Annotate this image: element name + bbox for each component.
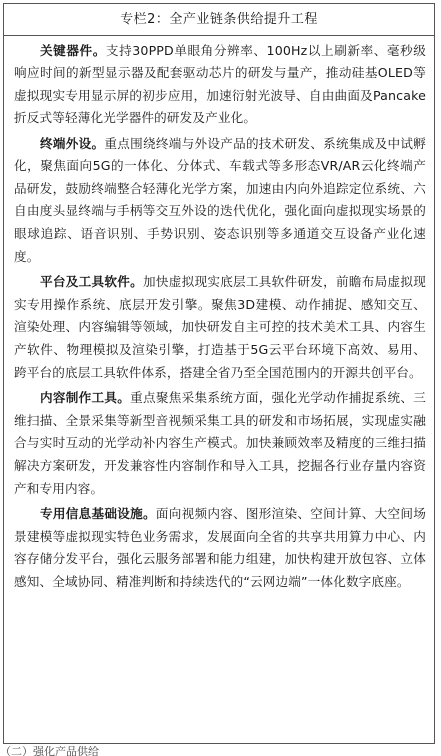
paragraph-lead: 关键器件。 [40, 43, 106, 58]
paragraph-infrastructure [14, 503, 426, 593]
paragraph-text: 支持30PPD单眼角分辨率、100Hz以上刷新率、毫秒级响应时间的新型显示器及配套驱动芯片的研发与量产，推动硅基OLED等虚拟现实专用显示屏的初步应用，加速衍射光波导、自由曲面及Pancake折反式等轻薄化光学器件的研发及产业化。 [14, 43, 427, 126]
paragraph-lead: 内容制作工具。 [40, 390, 131, 406]
paragraph-text: 重点围绕终端与外设产品的技术研发、系统集成及中试孵化，聚焦面向5G的一体化、分体式、车载式等多形态VR/AR云化终端产品研发，鼓励终端整合轻薄化光学方案，加速由内向外追踪定位系统、六自由度头显终端与手柄等交互外设的迭代优化，强化面向虚拟现实场景的眼球追踪、语音识别、手势识别、姿态识别等多通道交互设备产业化速度。 [14, 135, 427, 264]
next-section-heading: （二）强化产品供给 [0, 746, 99, 756]
paragraph-lead: 专用信息基础设施。 [40, 506, 156, 522]
paragraph-content-tools [14, 387, 426, 500]
box-body [4, 36, 434, 594]
feature-box [3, 3, 435, 744]
paragraph-lead: 平台及工具软件。 [40, 274, 143, 290]
paragraph-lead: 终端外设。 [40, 135, 105, 151]
paragraph-platform-tools [14, 271, 426, 384]
box-title: 专栏2：全产业链条供给提升工程 [4, 4, 434, 36]
paragraph-key-components [14, 40, 426, 130]
paragraph-text: 重点聚焦采集系统方面，强化光学动作捕捉系统、三维扫描、全景采集等新型音视频采集工具的研发和市场拓展，实现虚实融合与实时互动的光学动补内容生产模式。加快兼顾效率及精度的三维扫描解决方案研发，开发兼容性内容制作和导入工具，挖掘各行业存量内容资产和专用内容。 [14, 390, 426, 496]
paragraph-terminal-peripherals [14, 133, 426, 269]
paragraph-text: 面向视频内容、图形渲染、空间计算、大空间场景建模等虚拟现实特色业务需求，发展面向全省的共享共用算力中心、内容存储分发平台，强化云服务部署和能力组建，加快构建开放包容、立体感知、全域协同、精准判断和持续迭代的“云网边端”一体化数字底座。 [14, 506, 426, 589]
paragraph-text: 加快虚拟现实底层工具软件研发，前瞻布局虚拟现实专用操作系统、底层开发引擎。聚焦3D建模、动作捕捉、感知交互、渲染处理、内容编辑等领域，加快研发自主可控的技术美术工具、内容生产软件、物理模拟及渲染引擎，打造基于5G云平台环境下高效、易用、跨平台的底层工具软件体系，搭建全省乃至全国范围内的开源共创平台。 [14, 274, 426, 380]
